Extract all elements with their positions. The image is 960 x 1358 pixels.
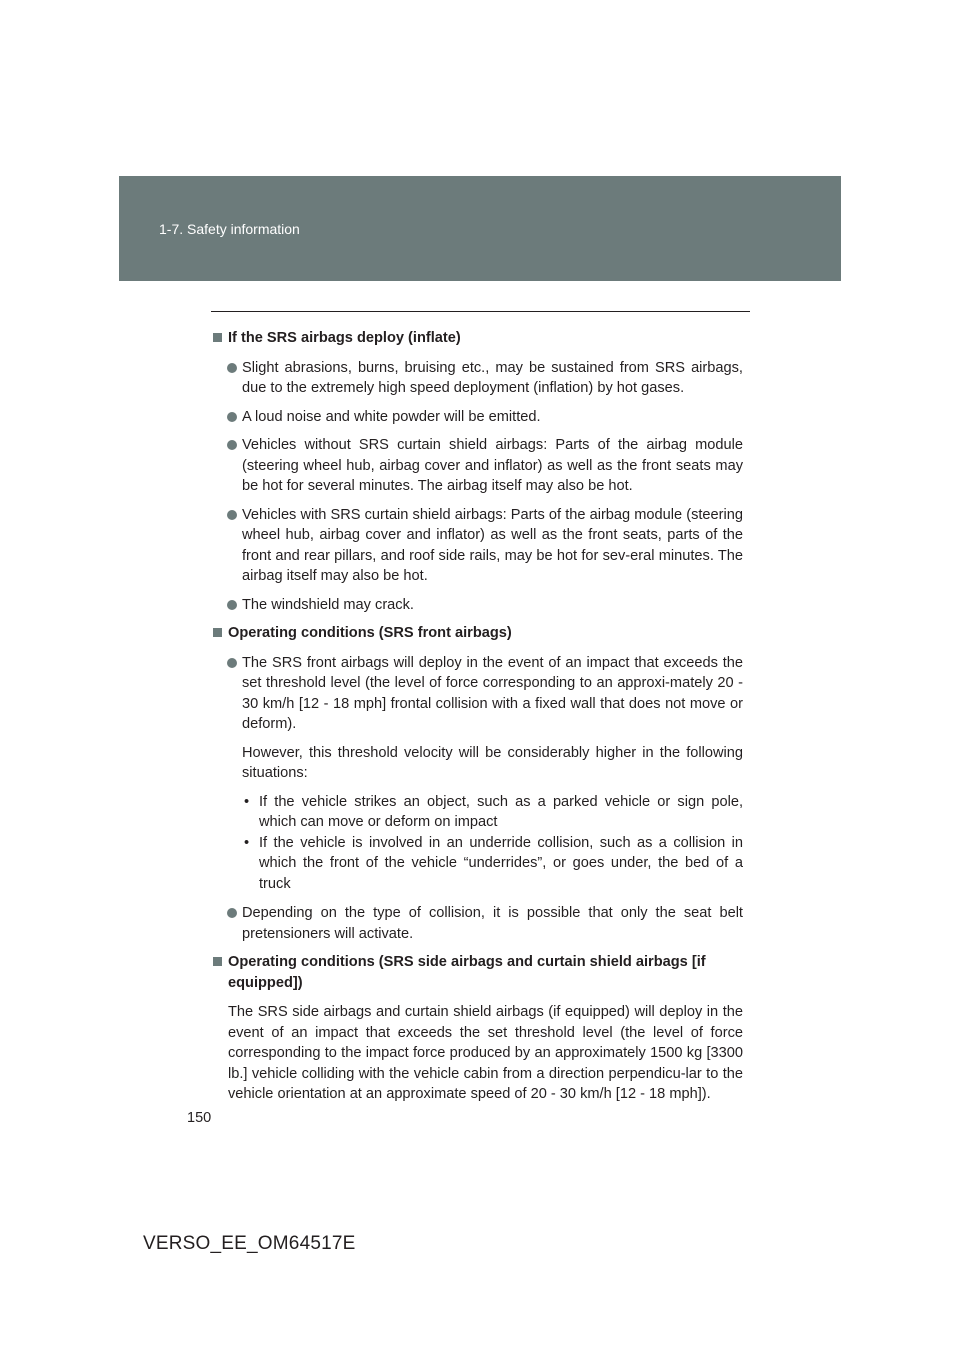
section-title: 1-7. Safety information: [159, 221, 300, 237]
document-code: VERSO_EE_OM64517E: [143, 1233, 356, 1254]
circle-bullet-icon: [227, 658, 237, 668]
circle-bullet-icon: [227, 908, 237, 918]
section-heading: If the SRS airbags deploy (inflate): [213, 328, 743, 349]
list-item: Vehicles without SRS curtain shield airbags: Parts of the airbag module (steering wheel hub, airbag cover and inflator) as well as the front seats may be hot for several minutes. The airbag itself may also be hot.: [213, 435, 743, 497]
sub-list-item: • If the vehicle is involved in an underride collision, such as a collision in which the front of the vehicle “underrides”, or goes under, the bed of a truck: [244, 834, 743, 892]
list-item: The SRS front airbags will deploy in the event of an impact that exceeds the set threshold level (the level of force corresponding to an approxi-mately 20 - 30 km/h [12 - 18 mph] frontal collision with a fixed wall that does not move or deform).: [213, 653, 743, 735]
section-heading: Operating conditions (SRS front airbags): [213, 623, 743, 644]
paragraph: The SRS side airbags and curtain shield airbags (if equipped) will deploy in the event of an impact that exceeds the set threshold level (the level of force corresponding to the impact force produced by an approximately 1500 kg [3300 lb.] vehicle colliding with the vehicle cabin from a direction perpendicu-lar to the vehicle orientation at an approximate speed of 20 - 30 km/h [12 - 18 mph]).: [228, 1004, 743, 1102]
list-item: Slight abrasions, burns, bruising etc., may be sustained from SRS airbags, due to the extremely high speed deployment (inflation) by hot gases.: [213, 358, 743, 399]
divider: [211, 311, 750, 312]
circle-bullet-icon: [227, 510, 237, 520]
sub-list-item: • If the vehicle strikes an object, such as a parked vehicle or sign pole, which can move or deform on impact: [244, 793, 743, 830]
square-bullet-icon: [213, 333, 222, 342]
header-band: [119, 176, 841, 281]
circle-bullet-icon: [227, 440, 237, 450]
list-item: A loud noise and white powder will be emitted.: [213, 407, 743, 428]
square-bullet-icon: [213, 957, 222, 966]
list-item: Vehicles with SRS curtain shield airbags: Parts of the airbag module (steering wheel hub, airbag cover and inflator) as well as the front seats, parts of the front and rear pillars, and roof side rails, may be hot for sev-eral minutes. The airbag itself may also be hot.: [213, 505, 743, 587]
list-item: Depending on the type of collision, it is possible that only the seat belt pretensioners will activate.: [213, 903, 743, 944]
circle-bullet-icon: [227, 412, 237, 422]
page-content: [213, 328, 743, 1113]
paragraph: However, this threshold velocity will be considerably higher in the following situations:: [242, 744, 743, 781]
dot-bullet: •: [244, 793, 250, 810]
circle-bullet-icon: [227, 363, 237, 373]
square-bullet-icon: [213, 628, 222, 637]
list-item: The windshield may crack.: [213, 595, 743, 616]
circle-bullet-icon: [227, 600, 237, 610]
page-number: 150: [187, 1110, 212, 1126]
dot-bullet: •: [244, 834, 250, 851]
sub-list: [213, 792, 743, 895]
section-heading: Operating conditions (SRS side airbags and curtain shield airbags [if equipped]): [213, 952, 743, 993]
